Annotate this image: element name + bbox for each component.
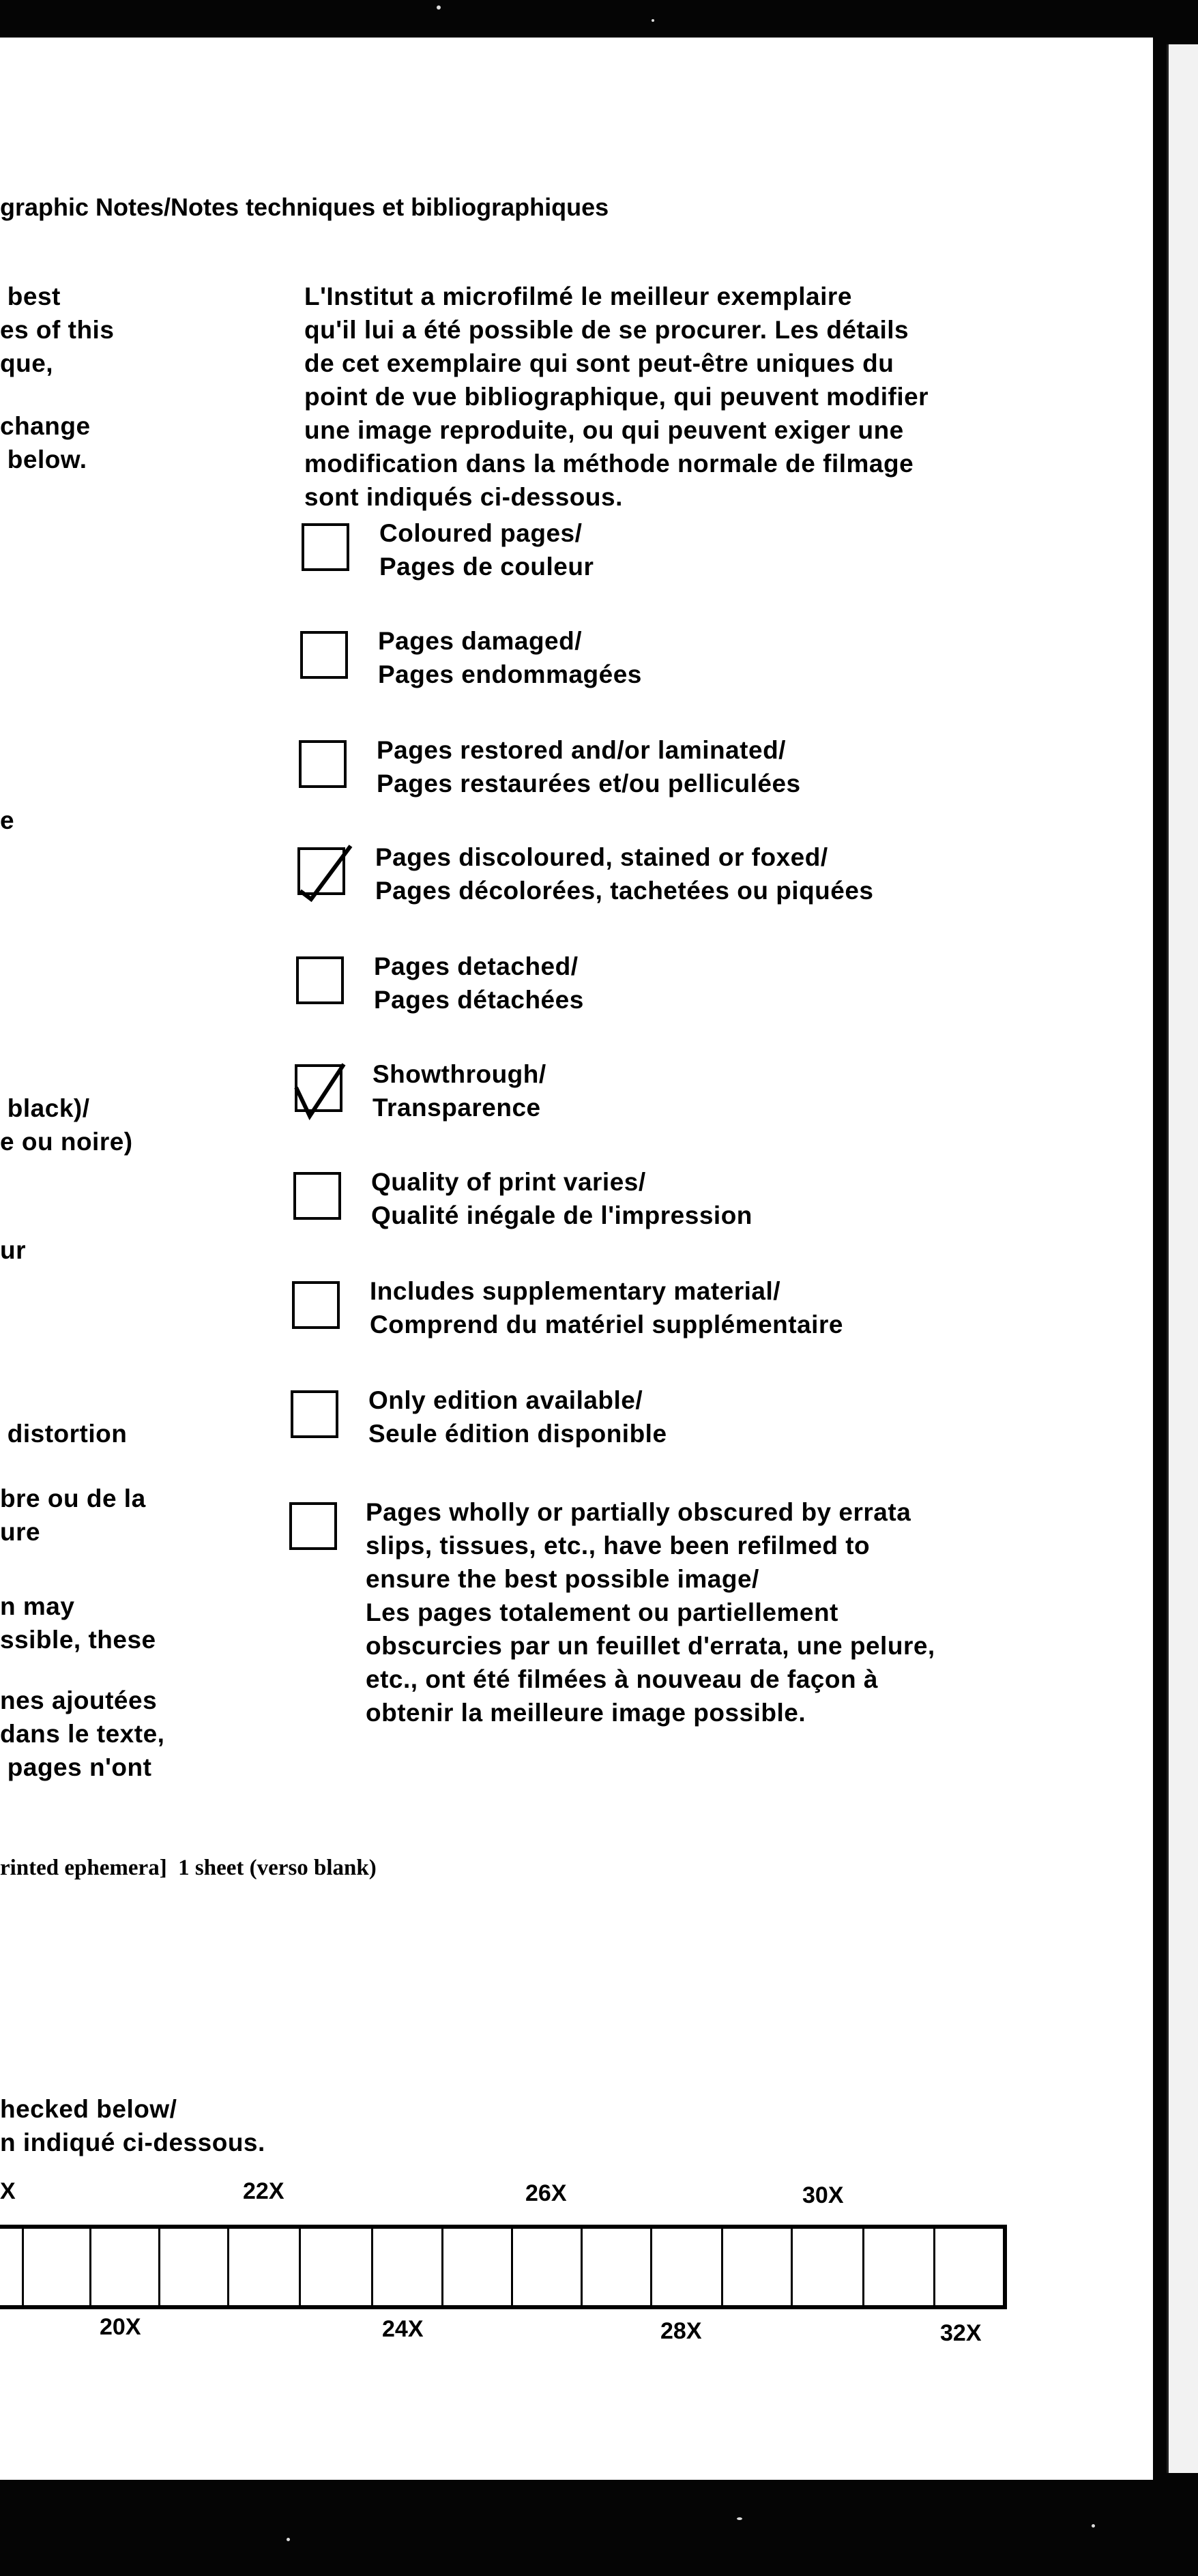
left-fragment: ssible, these: [0, 1626, 156, 1654]
left-fragment: pages n'ont: [0, 1753, 152, 1781]
ruler-bottom-label: 28X: [660, 2318, 702, 2344]
left-fragment: e: [0, 806, 15, 834]
scan-speck: [652, 19, 654, 22]
left-fragment: es of this: [0, 316, 115, 344]
checkbox[interactable]: [289, 1502, 337, 1550]
left-fragment: ur: [0, 1236, 26, 1264]
checkbox[interactable]: [300, 631, 348, 679]
checkmark-icon: [295, 1040, 349, 1115]
item-label-en: Pages restored and/or laminated/: [377, 736, 786, 764]
ruler-cell: [441, 2229, 513, 2305]
ruler-cell: [22, 2229, 91, 2305]
ruler-cell: [650, 2229, 723, 2305]
ruler-cell: [511, 2229, 583, 2305]
obscured-line: Les pages totalement ou partiellement: [366, 1598, 838, 1626]
item-label-fr: Qualité inégale de l'impression: [371, 1201, 753, 1229]
left-fragment: below.: [0, 445, 87, 473]
item-label-en: Pages detached/: [374, 952, 579, 980]
checkbox[interactable]: [302, 523, 349, 571]
ruler-cell: [0, 2229, 24, 2305]
checkbox[interactable]: [291, 1390, 338, 1438]
additional-notes: rinted ephemera] 1 sheet (verso blank): [0, 1856, 377, 1880]
reduction-strip: [0, 2225, 1007, 2309]
item-label-en: Pages discoloured, stained or foxed/: [375, 843, 828, 871]
ruler-cell: [721, 2229, 793, 2305]
obscured-line: etc., ont été filmées à nouveau de façon à: [366, 1665, 878, 1693]
left-fragment: black)/: [0, 1094, 90, 1122]
left-fragment: distortion: [0, 1420, 128, 1448]
item-label-fr: Seule édition disponible: [368, 1420, 667, 1448]
checkbox[interactable]: [292, 1281, 340, 1329]
item-label-en: Coloured pages/: [379, 519, 583, 547]
left-fragment: best: [0, 282, 61, 310]
item-label-en: Only edition available/: [368, 1386, 643, 1414]
item-label-en: Includes supplementary material/: [370, 1277, 781, 1305]
scan-speck: [437, 5, 441, 10]
left-fragment: nes ajoutées: [0, 1686, 158, 1714]
checkbox[interactable]: [299, 740, 347, 788]
intro-line: une image reproduite, ou qui peuvent exiger une: [304, 416, 904, 444]
ruler-cell: [299, 2229, 373, 2305]
intro-line: de cet exemplaire qui sont peut-être uniques du: [304, 349, 894, 377]
item-label-fr: Pages détachées: [374, 986, 584, 1014]
obscured-line: Pages wholly or partially obscured by errata: [366, 1498, 911, 1526]
ruler-top-label: 26X: [525, 2180, 567, 2206]
checkbox[interactable]: [295, 1064, 342, 1112]
left-fragment: n may: [0, 1592, 75, 1620]
item-label-en: Quality of print varies/: [371, 1168, 646, 1196]
checkbox[interactable]: [296, 956, 344, 1004]
ruler-top-label: 30X: [802, 2182, 844, 2208]
ruler-top-label: 22X: [243, 2178, 284, 2204]
item-label-fr: Pages décolorées, tachetées ou piquées: [375, 877, 874, 905]
scan-speck: [737, 2517, 742, 2520]
section-header: graphic Notes/Notes techniques et bibliographiques: [0, 193, 609, 221]
ruler-cell: [862, 2229, 935, 2305]
left-fragment: change: [0, 412, 91, 440]
scanned-page: [0, 38, 1153, 2480]
intro-line: sont indiqués ci-dessous.: [304, 483, 623, 511]
ruler-cell: [227, 2229, 301, 2305]
intro-line: qu'il lui a été possible de se procurer. Les détails: [304, 316, 909, 344]
intro-line: L'Institut a microfilmé le meilleur exemplaire: [304, 282, 852, 310]
checkbox[interactable]: [293, 1172, 341, 1220]
ruler-cell: [89, 2229, 160, 2305]
ruler-bottom-label: 24X: [382, 2316, 424, 2342]
item-label-fr: Pages endommagées: [378, 660, 642, 688]
checkbox[interactable]: [297, 847, 345, 895]
ruler-bottom-label: 32X: [940, 2320, 982, 2346]
ruler-cell: [371, 2229, 443, 2305]
item-label-fr: Transparence: [372, 1094, 541, 1122]
left-fragment: ure: [0, 1518, 41, 1546]
reduction-note-line: hecked below/: [0, 2095, 177, 2123]
obscured-line: slips, tissues, etc., have been refilmed to: [366, 1532, 871, 1560]
scan-speck: [1092, 2524, 1095, 2528]
scan-speck: [287, 2538, 290, 2541]
intro-line: point de vue bibliographique, qui peuvent modifier: [304, 383, 929, 411]
item-label-fr: Pages de couleur: [379, 553, 594, 581]
left-fragment: dans le texte,: [0, 1720, 165, 1748]
reduction-note-line: n indiqué ci-dessous.: [0, 2128, 265, 2156]
ruler-top-label: X: [0, 2178, 16, 2204]
obscured-line: obscurcies par un feuillet d'errata, une pelure,: [366, 1632, 935, 1660]
adjacent-page-edge: [1167, 44, 1198, 2473]
ruler-cell: [158, 2229, 229, 2305]
obscured-line: ensure the best possible image/: [366, 1565, 759, 1593]
ruler-bottom-label: 20X: [100, 2314, 141, 2340]
item-label-en: Showthrough/: [372, 1060, 546, 1088]
item-label-fr: Pages restaurées et/ou pelliculées: [377, 770, 801, 797]
obscured-line: obtenir la meilleure image possible.: [366, 1699, 806, 1727]
ruler-cell: [933, 2229, 1003, 2305]
left-fragment: bre ou de la: [0, 1484, 146, 1512]
left-fragment: que,: [0, 349, 54, 377]
intro-line: modification dans la méthode normale de filmage: [304, 450, 914, 478]
ruler-cell: [791, 2229, 864, 2305]
item-label-en: Pages damaged/: [378, 627, 583, 655]
left-fragment: e ou noire): [0, 1128, 133, 1156]
item-label-fr: Comprend du matériel supplémentaire: [370, 1311, 843, 1338]
checkmark-icon: [297, 823, 352, 898]
ruler-cell: [581, 2229, 652, 2305]
